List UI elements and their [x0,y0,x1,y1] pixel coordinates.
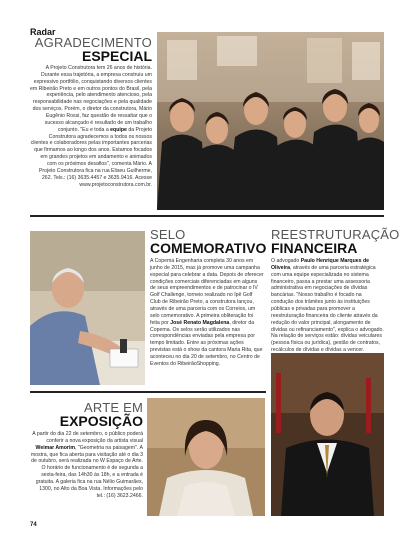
artist-portrait-photo [147,398,265,516]
divider [30,215,384,217]
headline-bold: EXPOSIÇÃO [59,413,143,429]
page-number: 74 [30,522,37,528]
divider [30,391,266,393]
headline-bold: ESPECIAL [81,48,152,64]
lawyer-portrait-photo [271,353,384,516]
headline-bold: FINANCEIRA [271,240,358,256]
headline-light: AGRADECIMENTO [34,35,152,50]
headline-light: SELO [150,227,186,242]
headline-light: REESTRUTURAÇÃO [271,227,400,242]
article-selo [150,227,267,368]
section-tag: Radar [30,27,56,37]
article-arte [30,401,143,500]
article-agradecimento [30,36,152,188]
team-photo [157,32,384,210]
headline-bold: COMEMORATIVO [150,240,267,256]
article-reestruturacao [271,227,400,354]
article-body: A Projeto Construtora tem 26 anos de história. Durante essa trajetória, a empresa construiu um expressivo portfólio, conquistando diversos clientes em Ribeirão Preto e em outros pontos do Brasil, pela experiência, pelo atendimento atencioso, pela responsabilidade nas negociações e pela qualidade dos serviços. Porém, o diretor da construtora, Mário Eugênio Rossi, faz questão de ressaltar que o sucesso alcançado é resultado de um trabalho conjunto. "Eu e toda a equipe da Projeto Construtora agradecemos a todos os nossos clientes e colaboradores pelas importantes parcerias que firmamos ao longo dos anos. Estamos focados em grandes projetos em andamento e animados com os próximos desafios", comenta Mário. A Projeto Construtora fica na rua Eliseu Guilherme, 262. Tels.: (16) 3635.4457 e 3635.9416. Acesse www.projetoconstrutora.com.br. [30,65,152,188]
article-body: O advogado Paulo Henrique Marques de Oliveira, através de uma parceria estratégica com uma equipe especializada no sistema financeiro, passa a prestar uma assessoria administrativa em negociações de dívidas bancárias. "Nosso trabalho é focado na condução dos trâmites junto às instituições públicas e privadas para promover a reestruturação financeira do cliente através da redução do valor principal, alongamento de dívidas ou refinanciamento", explica o advogado. Na relação de serviços estão: dívidas veiculares (pessoa física ou jurídica), gestão de contratos, recálculos de dívidas e dívidas a vencer. [271,258,384,354]
article-body: A partir do dia 22 de setembro, o público poderá conferir a nova exposição da artista visual Weimar Amorim, "Geometria na paisagem". A mostra, que fica aberta para visitação até o dia 3 de outubro, será realizada no W Espaço de Arte. O horário de funcionamento é de segunda a sexta-feira, das 14h30 às 18h, e a entrada é gratuita. A galeria fica na rua Nélio Guimarães, 1300, no Alto da Boa Vista. Informações pelo tel.: (16) 3623.2466. [30,431,143,499]
headline-light: ARTE EM [84,400,143,415]
stamp-signing-photo [30,231,145,385]
article-body: A Copema Engenharia completa 30 anos em junho de 2015, mas já promove uma campanha especial para celebrar a data. Depois de oferecer condições comerciais diferenciadas em alguns de seus empreendimentos e de patrocinar o IV Golf Challenge, torneio realizado no Ipê Golf Club de Ribeirão Preto, a construtora lançou, através de uma parceria com os Correios, um selo comemorativo. A primeira obliteração foi feita por José Renato Magdalena, diretor da Copema. Os selos serão utilizados nas correspondências enviadas pela empresa por tempo limitado. Entre as próximas ações previstas está o show da cantora Maria Rita, que aconteceu no dia 20 de setembro, no Centro de Eventos do RibeirãoShopping. [150,258,264,367]
